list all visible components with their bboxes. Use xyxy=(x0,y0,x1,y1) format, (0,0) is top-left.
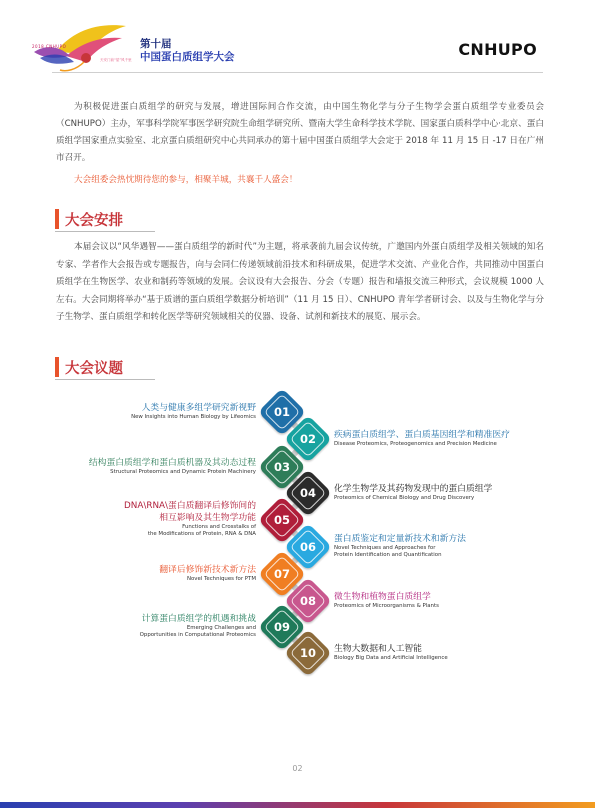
topic-number: 01 xyxy=(273,405,290,419)
topic-title-en: Proteomics of Microorganisms & Plants xyxy=(334,602,439,609)
logo-slogan: 天安门前“星”风千里 xyxy=(100,58,132,62)
topic-number: 07 xyxy=(273,567,290,581)
topic-title-en: Proteomics of Chemical Biology and Drug Discovery xyxy=(334,494,475,501)
topic-number: 02 xyxy=(299,432,316,446)
topic-title-en: Emerging Challenges and xyxy=(186,625,256,631)
welcome-line: 大会组委会热忱期待您的参与，相聚羊城，共襄千人盛会！ xyxy=(74,175,298,185)
topic-title-zh: DNA\RNA\蛋白质翻译后修饰间的 xyxy=(124,501,256,511)
section-bar xyxy=(55,209,59,229)
logo-year: 2018 CNHUPO xyxy=(32,44,67,49)
topic-label-09 xyxy=(56,613,256,639)
topic-title-en: New Insights into Human Biology by Lifeomics xyxy=(131,413,256,420)
topic-title-en: Protein Identification and Quantification xyxy=(334,552,442,558)
topic-title-zh: 计算蛋白质组学的机遇和挑战 xyxy=(141,614,256,624)
topic-title-zh: 蛋白质鉴定和定量新技术和新方法 xyxy=(334,534,466,544)
conference-title-line2: 中国蛋白质组学大会 xyxy=(140,51,235,63)
section-bar xyxy=(55,357,59,377)
page-number: 02 xyxy=(292,764,303,773)
intro-paragraph: 为积极促进蛋白质组学的研究与发展，增进国际间合作交流，由中国生物化学与分子生物学会蛋白质组学专业委员会（CNHUPO）主办，军事科学院军事医学研究院生命组学研究所、暨南大学生命科学技术学院、国家蛋白质科学中心·北京、蛋白质组学国家重点实验室、北京蛋白质组研究中心共同承办的第十届中国蛋白质组学大会定于 2018 年 11 月 15 日 -17 日在广州市召开。 xyxy=(56,102,544,163)
topic-title-zh: 相互影响及其生物学功能 xyxy=(159,513,256,523)
topic-title-en: the Modifications of Protein, RNA & DNA xyxy=(147,531,256,537)
topic-title-en: Novel Techniques for PTM xyxy=(186,575,256,582)
topic-number: 04 xyxy=(299,486,316,500)
topic-number: 09 xyxy=(273,620,290,634)
conference-title xyxy=(140,38,235,64)
topic-label-07 xyxy=(56,564,256,583)
topic-title-zh: 生物大数据和人工智能 xyxy=(334,643,422,654)
topic-label-05 xyxy=(56,500,256,538)
section-underline xyxy=(55,379,155,380)
section-title: 大会议题 xyxy=(65,360,123,377)
topic-number: 06 xyxy=(299,540,316,554)
topic-title-zh: 微生物和植物蛋白质组学 xyxy=(334,591,431,602)
topic-number: 03 xyxy=(273,460,290,474)
topic-label-10 xyxy=(334,643,564,662)
section-heading-arrangement xyxy=(55,208,123,230)
section-title: 大会安排 xyxy=(65,212,123,229)
topic-number: 10 xyxy=(299,646,316,660)
topic-number: 05 xyxy=(273,513,290,527)
topic-label-03 xyxy=(56,457,256,476)
section-heading-topics xyxy=(55,356,123,378)
topic-title-zh: 疾病蛋白质组学、蛋白质基因组学和精准医疗 xyxy=(334,429,510,440)
section-underline xyxy=(55,231,155,232)
topic-label-02 xyxy=(334,429,564,448)
topic-title-zh: 结构蛋白质组学和蛋白质机器及其动态过程 xyxy=(88,457,256,468)
topic-title-en: Structural Proteomics and Dynamic Protein Machinery xyxy=(110,468,256,475)
cnhupo-logo xyxy=(458,40,537,59)
topic-title-en: Opportunities in Computational Proteomics xyxy=(139,632,256,638)
cnhupo-text: CNHUPO xyxy=(458,40,537,59)
topic-label-06 xyxy=(334,533,564,559)
topic-title-en: Novel Techniques and Approaches for xyxy=(334,545,436,551)
topic-title-en: Biology Big Data and Artificial Intelligence xyxy=(334,654,448,661)
arrangement-paragraph: 本届会议以“风华遇智——蛋白质组学的新时代”为主题，将承袭前九届会议传统，广邀国内外蛋白质组学及相关领域的知名专家、学者作大会报告或专题报告，向与会同仁传递领域前沿技术和科研成果，促进学术交流、产业化合作，共同推动中国蛋白质组学在生物医学、农业和制药等领域的发展。会议设有大会报告、分会（专题）报告和墙报交流三种形式，会议规模 1000 人左右。大会同期将举办“基于质谱的蛋白质组学数据分析培训”（11 月 15 日）、CNHUPO 青年学者研讨会、以及与生物化学与分子生物学、蛋白质组学和转化医学等研究领域相关的仪器、设备、试剂和新技术的展览、展示会。 xyxy=(56,242,544,322)
topic-title-en: Disease Proteomics, Proteogenomics and Precision Medicine xyxy=(334,440,497,447)
topic-title-zh: 人类与健康多组学研究新视野 xyxy=(141,402,256,413)
topic-label-01 xyxy=(56,402,256,421)
topic-number: 08 xyxy=(299,594,316,608)
topic-label-08 xyxy=(334,591,564,610)
topic-title-en: Functions and Crosstalks of xyxy=(182,524,256,530)
footer-gradient-bar xyxy=(0,802,595,808)
topic-label-04 xyxy=(334,483,564,502)
topic-title-zh: 化学生物学及其药物发现中的蛋白质组学 xyxy=(334,483,493,494)
conference-title-line1: 第十届 xyxy=(140,38,172,50)
header-divider xyxy=(52,72,543,73)
topic-title-zh: 翻译后修饰新技术新方法 xyxy=(159,564,256,575)
